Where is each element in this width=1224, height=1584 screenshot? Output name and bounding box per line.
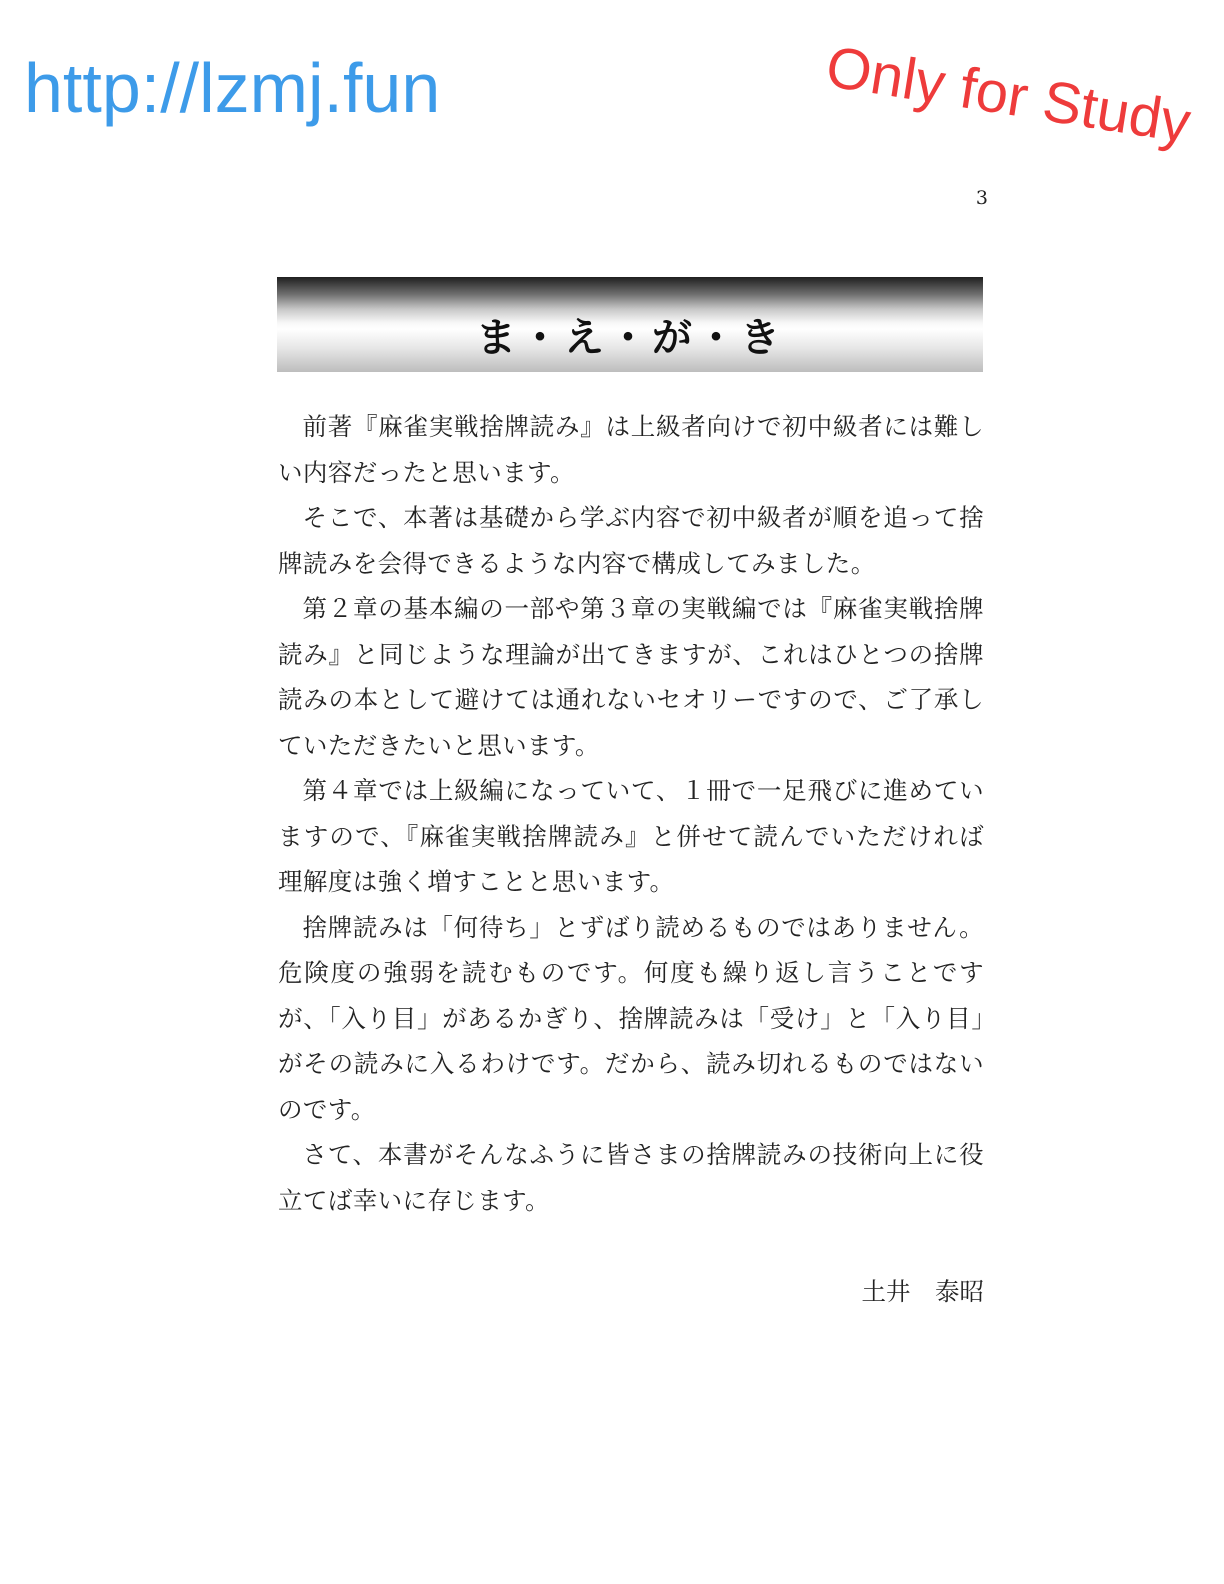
page-number: 3 xyxy=(975,187,988,209)
preface-body xyxy=(278,404,984,1223)
watermark-url: http://lzmj.fun xyxy=(24,49,441,127)
title-banner xyxy=(277,277,983,372)
author-signature: 土井 泰昭 xyxy=(861,1277,984,1306)
watermark-study: Only for Study xyxy=(821,34,1195,156)
paragraph: そこで、本著は基礎から学ぶ内容で初中級者が順を追って捨牌読みを会得できるような内容で構成してみました。 xyxy=(278,503,984,578)
page-title: ま・え・が・き xyxy=(476,314,784,361)
paragraph: さて、本書がそんなふうに皆さまの捨牌読みの技術向上に役立てば幸いに存じます。 xyxy=(278,1140,984,1215)
paragraph: 第２章の基本編の一部や第３章の実戦編では『麻雀実戦捨牌読み』と同じような理論が出てきますが、これはひとつの捨牌読みの本として避けては通れないセオリーですので、ご了承していただきたいと思います。 xyxy=(278,594,985,760)
paragraph: 前著『麻雀実戦捨牌読み』は上級者向けで初中級者には難しい内容だったと思います。 xyxy=(278,412,984,487)
paragraph: 第４章では上級編になっていて、１冊で一足飛びに進めていますので、『麻雀実戦捨牌読み』と併せて読んでいただければ理解度は強く増すことと思います。 xyxy=(278,776,984,896)
paragraph: 捨牌読みは「何待ち」とずばり読めるものではありません。危険度の強弱を読むものです。何度も繰り返し言うことですが、「入り目」があるかぎり、捨牌読みは「受け」と「入り目」がその読みに入るわけです。だから、読み切れるものではないのです。 xyxy=(278,912,984,1124)
